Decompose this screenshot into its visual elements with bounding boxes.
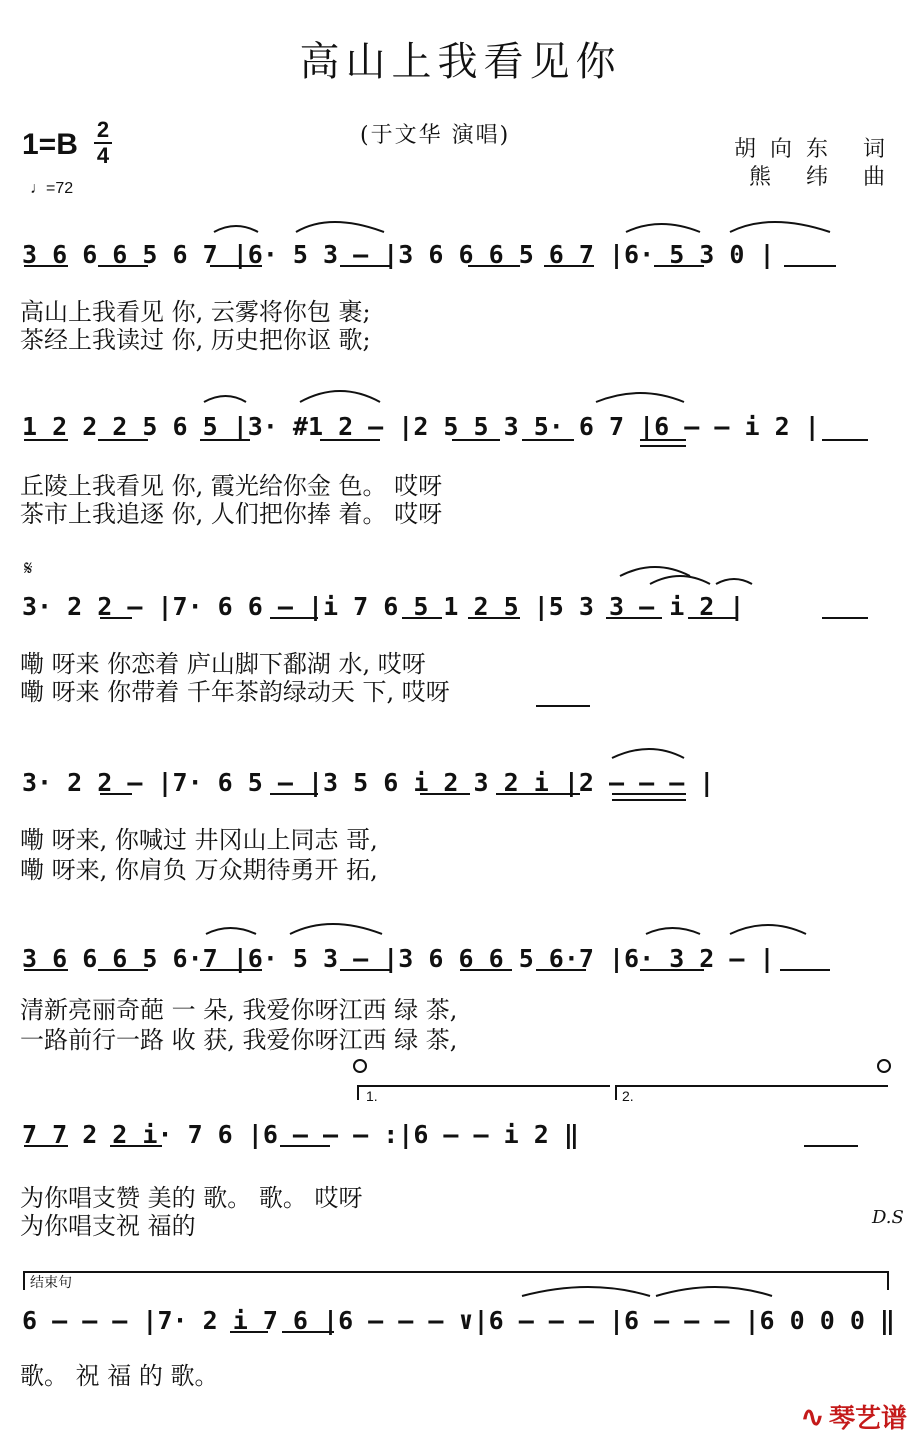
logo-icon: ∿ — [799, 1400, 825, 1435]
time-signature-top: 2 — [96, 117, 110, 142]
notation-line-5: 3 6 6 6 5 6·7 |6· 5 3 – |3 6 6 6 5 6·7 |6· 3 2 – | — [22, 944, 775, 973]
slur — [214, 226, 258, 232]
lyric-line-6-verse-2: 为你唱支祝 福的 — [20, 1212, 196, 1240]
slur — [300, 391, 380, 402]
lyric-line-3-verse-2: 嘞 呀来 你带着 千年茶韵绿动天 下, 哎呀 — [20, 678, 450, 706]
slur — [620, 567, 690, 576]
lyric-line-2-verse-1: 丘陵上我看见 你, 霞光给你金 色。 哎呀 — [20, 472, 443, 500]
logo-text: 琴艺谱 — [828, 1404, 907, 1434]
lyric-line-4-verse-2: 嘞 呀来, 你肩负 万众期待勇开 拓, — [20, 856, 378, 884]
segno-sign: 𝄋 — [24, 556, 33, 580]
lyric-line-5-verse-1: 清新亮丽奇葩 一 朵, 我爱你呀江西 绿 茶, — [20, 996, 458, 1024]
slur — [206, 928, 256, 934]
dal-segno-mark: D.S — [872, 1207, 904, 1228]
lyric-line-2-verse-2: 茶市上我追逐 你, 人们把你捧 着。 哎呀 — [20, 500, 443, 528]
ending-bracket — [24, 1272, 888, 1290]
slur — [650, 576, 710, 584]
lyric-line-7: 歌。 祝 福 的 歌。 — [20, 1362, 219, 1390]
coda-sign — [354, 1060, 366, 1072]
slur — [596, 393, 684, 402]
slur — [730, 925, 806, 934]
key-signature: 1=B — [22, 128, 78, 161]
coda-sign — [878, 1060, 890, 1072]
lyric-line-6-verse-1: 为你唱支赞 美的 歌。 歌。 哎呀 — [20, 1184, 363, 1212]
notation-line-6: 7 7 2 2 i· 7 6 |6 – – – :|6 – – i 2 ‖ — [22, 1120, 579, 1149]
time-signature — [92, 118, 114, 168]
notation-line-2: 1 2 2 2 5 6 5 |3· #1 2 – |2 5 5 3 5· 6 7 |6 – – i 2 | — [22, 412, 820, 441]
score-title: 高山上我看见你 — [299, 39, 622, 85]
volta-2-bracket — [616, 1086, 888, 1100]
lyric-line-4-verse-1: 嘞 呀来, 你喊过 井冈山上同志 哥, — [20, 826, 378, 854]
slur — [626, 224, 700, 232]
slur — [296, 222, 384, 232]
time-signature-bottom: 4 — [96, 143, 110, 168]
singer-credit: (于文华 演唱) — [360, 123, 511, 148]
volta-1-label: 1. — [366, 1088, 378, 1104]
slur — [522, 1287, 650, 1296]
lyric-line-1-verse-2: 茶经上我读过 你, 历史把你讴 歌; — [20, 326, 371, 354]
slur — [204, 396, 246, 402]
lyricist-credit: 胡向东 词 — [734, 137, 899, 162]
tempo-marking: ♩=72 — [30, 180, 74, 197]
volta-1-bracket — [358, 1086, 610, 1100]
slur — [656, 1287, 772, 1296]
site-logo — [800, 1398, 907, 1435]
composer-credit: 熊 纬 曲 — [749, 165, 899, 190]
slur — [290, 924, 382, 934]
volta-2-label: 2. — [622, 1088, 634, 1104]
lyric-line-1-verse-1: 高山上我看见 你, 云雾将你包 裹; — [20, 298, 371, 326]
notation-line-4: 3· 2 2 – |7· 6 5 – |3 5 6 i 2 3 2 i |2 – – – | — [22, 768, 715, 797]
slur — [716, 579, 752, 584]
lyric-line-3-verse-1: 嘞 呀来 你恋着 庐山脚下鄱湖 水, 哎呀 — [20, 650, 426, 678]
lyric-line-5-verse-2: 一路前行一路 收 获, 我爱你呀江西 绿 茶, — [20, 1026, 458, 1054]
ending-label: 结束句 — [30, 1274, 72, 1290]
slur — [612, 749, 684, 758]
notation-line-7: 6 – – – |7· 2 i 7 6 |6 – – – ∨|6 – – – |6 – – – |6 0 0 0 ‖ — [22, 1306, 895, 1335]
slur — [646, 928, 700, 934]
slur — [730, 222, 830, 232]
notation-line-1: 3 6 6 6 5 6 7 |6· 5 3 – |3 6 6 6 5 6 7 |6· 5 3 0 | — [22, 240, 775, 269]
notation-line-3: 3· 2 2 – |7· 6 6 – |i 7 6 5 1 2 5 |5 3 3 – i 2 | — [22, 592, 745, 621]
